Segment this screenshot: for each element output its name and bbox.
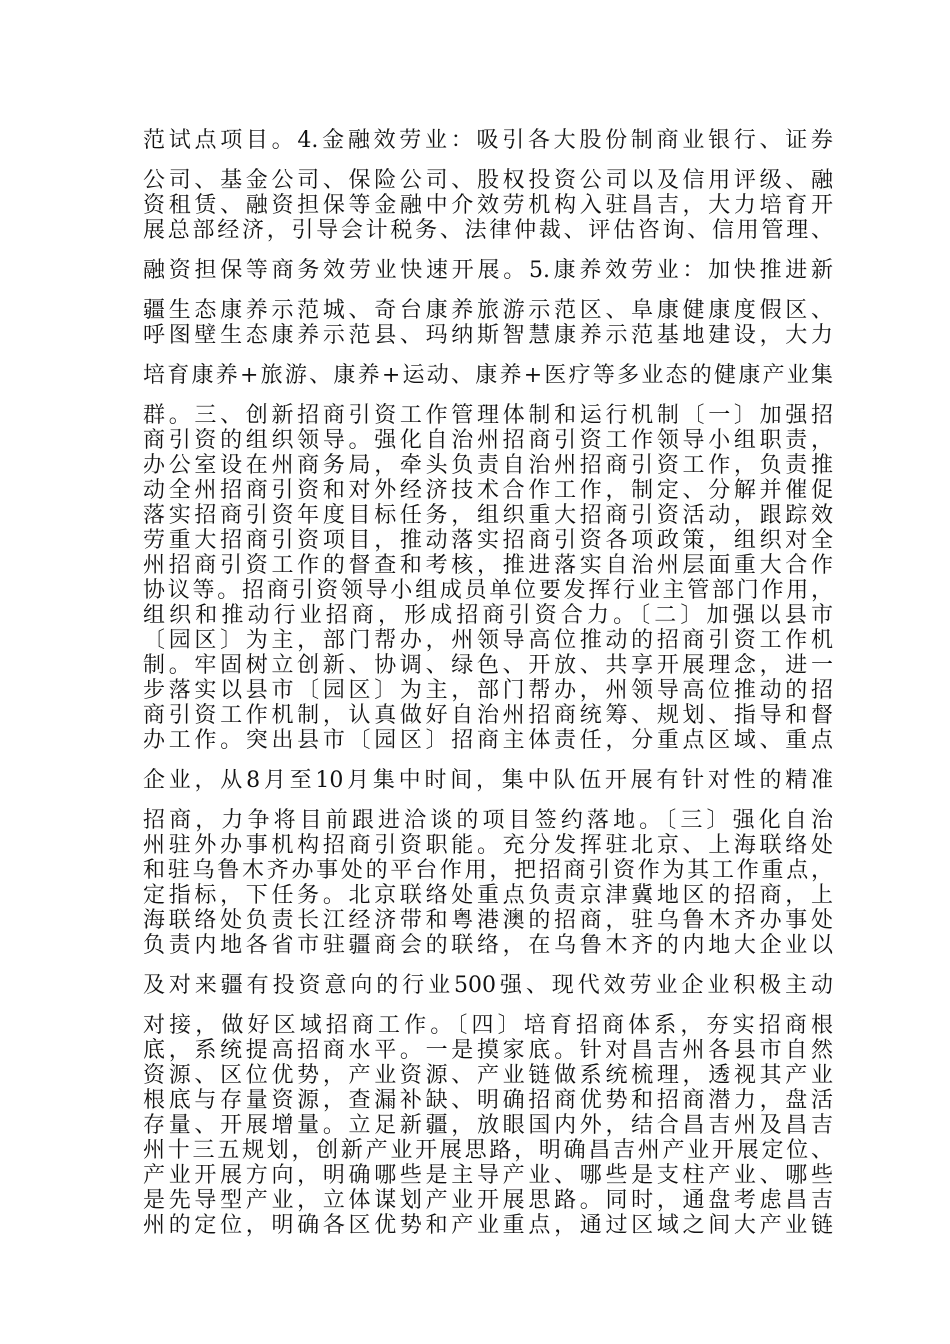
text-line: 疆生态康养示范城、奇台康养旅游示范区、阜康健康度假区、 [143, 298, 833, 323]
text-line: 资源、区位优势，产业资源、产业链做系统梳理，透视其产业 [143, 1063, 833, 1088]
text-line: 融资担保等商务效劳业快速开展。5.康养效劳业：加快推进新 [143, 258, 833, 283]
text-line: 展总部经济，引导会计税务、法律仲裁、评估咨询、信用管理、 [143, 218, 833, 243]
text-line: 范试点项目。4.金融效劳业：吸引各大股份制商业银行、证券 [143, 128, 833, 153]
text-line: 制。牢固树立创新、协调、绿色、开放、共享开展理念，进一 [143, 653, 833, 678]
text-line: 呼图壁生态康养示范县、玛纳斯智慧康养示范基地建设，大力 [143, 323, 833, 348]
text-line: 招商，力争将目前跟进洽谈的项目签约落地。〔三〕强化自治 [143, 808, 833, 833]
text-line: 劳重大招商引资项目，推动落实招商引资各项政策，组织对全 [143, 528, 833, 553]
text-line: 商引资工作机制，认真做好自治州招商统筹、规划、指导和督 [143, 703, 833, 728]
text-line: 资租赁、融资担保等金融中介效劳机构入驻昌吉，大力培育开 [143, 193, 833, 218]
text-line: 和驻乌鲁木齐办事处的平台作用，把招商引资作为其工作重点， [143, 858, 833, 883]
text-line: 办公室设在州商务局，牵头负责自治州招商引资工作，负责推 [143, 453, 833, 478]
text-line: 海联络处负责长江经济带和粤港澳的招商，驻乌鲁木齐办事处 [143, 908, 833, 933]
text-line: 步落实以县市〔园区〕为主，部门帮办，州领导高位推动的招 [143, 678, 833, 703]
text-line: 根底与存量资源，查漏补缺、明确招商优势和招商潜力，盘活 [143, 1088, 833, 1113]
text-line: 州的定位，明确各区优势和产业重点，通过区域之间大产业链 [143, 1213, 833, 1238]
text-line: 是先导型产业，立体谋划产业开展思路。同时，通盘考虑昌吉 [143, 1188, 833, 1213]
text-line: 落实招商引资年度目标任务，组织重大招商引资活动，跟踪效 [143, 503, 833, 528]
text-line: 州驻外办事机构招商引资职能。充分发挥驻北京、上海联络处 [143, 833, 833, 858]
text-line: 州招商引资工作的督查和考核，推进落实自治州层面重大合作 [143, 553, 833, 578]
text-line: 动全州招商引资和对外经济技术合作工作，制定、分解并催促 [143, 478, 833, 503]
text-line: 负责内地各省市驻疆商会的联络，在乌鲁木齐的内地大企业以 [143, 933, 833, 958]
text-line: 定指标，下任务。北京联络处重点负责京津冀地区的招商，上 [143, 883, 833, 908]
text-line: 办工作。突出县市〔园区〕招商主体责任，分重点区域、重点 [143, 728, 833, 753]
text-line: 底，系统提高招商水平。一是摸家底。针对昌吉州各县市自然 [143, 1038, 833, 1063]
text-line: 组织和推动行业招商，形成招商引资合力。〔二〕加强以县市 [143, 603, 833, 628]
text-line: 培育康养+旅游、康养+运动、康养+医疗等多业态的健康产业集 [143, 363, 833, 388]
text-line: 群。三、创新招商引资工作管理体制和运行机制〔一〕加强招 [143, 403, 833, 428]
text-line: 〔园区〕为主，部门帮办，州领导高位推动的招商引资工作机 [143, 628, 833, 653]
text-line: 州十三五规划，创新产业开展思路，明确昌吉州产业开展定位、 [143, 1138, 833, 1163]
text-line: 存量、开展增量。立足新疆，放眼国内外，结合昌吉州及昌吉 [143, 1113, 833, 1138]
text-line: 协议等。招商引资领导小组成员单位要发挥行业主管部门作用， [143, 578, 833, 603]
text-line: 产业开展方向，明确哪些是主导产业、哪些是支柱产业、哪些 [143, 1163, 833, 1188]
text-line: 对接，做好区域招商工作。〔四〕培育招商体系，夯实招商根 [143, 1013, 833, 1038]
text-line: 企业，从8月至10月集中时间，集中队伍开展有针对性的精准 [143, 768, 833, 793]
document-body-text [143, 128, 833, 1238]
text-line: 公司、基金公司、保险公司、股权投资公司以及信用评级、融 [143, 168, 833, 193]
text-line: 及对来疆有投资意向的行业500强、现代效劳业企业积极主动 [143, 973, 833, 998]
text-line: 商引资的组织领导。强化自治州招商引资工作领导小组职责， [143, 428, 833, 453]
